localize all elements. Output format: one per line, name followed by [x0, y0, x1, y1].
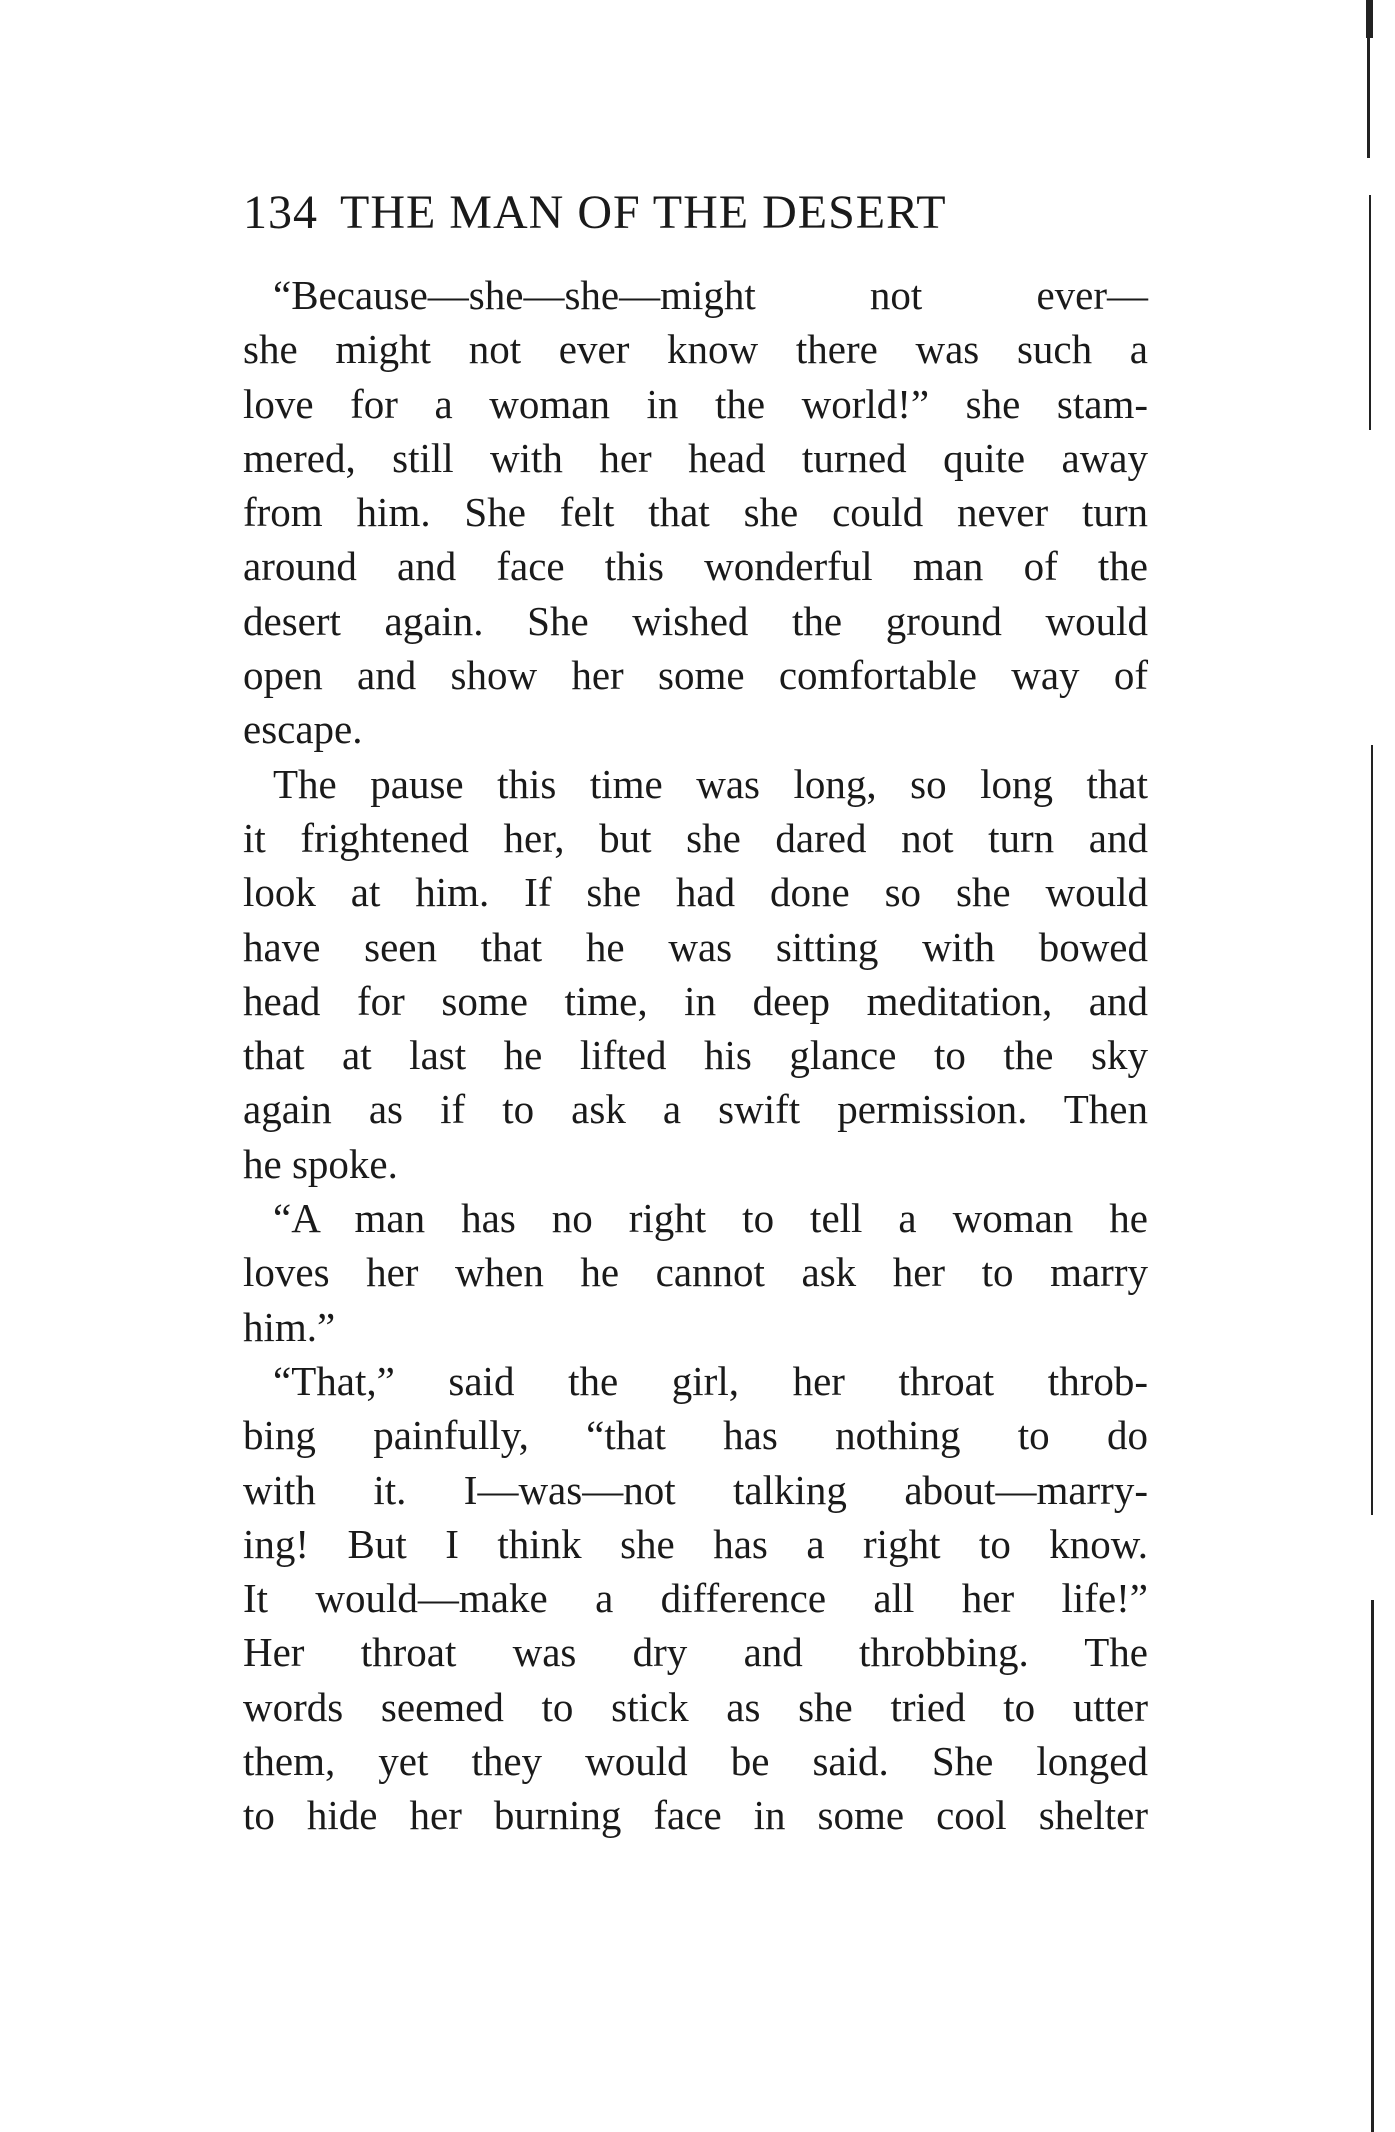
page-number: 134	[243, 186, 318, 239]
text-line: bing painfully, “that has nothing to do	[243, 1412, 1148, 1459]
text-line: she might not ever know there was such a	[243, 326, 1148, 373]
text-line: again as if to ask a swift permission. Then	[243, 1086, 1148, 1133]
running-header	[243, 185, 947, 240]
text-line: with it. I—was—not talking about—marry-	[243, 1466, 1148, 1513]
text-line: loves her when he cannot ask her to marry	[243, 1249, 1148, 1296]
text-line: “That,” said the girl, her throat throb-	[273, 1357, 1148, 1404]
text-line: mered, still with her head turned quite away	[243, 434, 1148, 481]
page-edge-upper	[1367, 38, 1370, 158]
body-text	[243, 268, 1148, 1843]
text-line: that at last he lifted his glance to the sky	[243, 1032, 1148, 1079]
text-line: “Because—she—she—might not ever—	[273, 272, 1148, 318]
text-line: desert again. She wished the ground would	[243, 597, 1148, 644]
text-line: Her throat was dry and throbbing. The	[243, 1629, 1148, 1676]
text-line: them, yet they would be said. She longed	[243, 1738, 1148, 1785]
running-title: THE MAN OF THE DESERT	[340, 186, 947, 239]
text-line: It would—make a difference all her life!”	[243, 1575, 1148, 1622]
text-line: The pause this time was long, so long that	[273, 760, 1148, 807]
text-line: “A man has no right to tell a woman he	[273, 1195, 1148, 1242]
text-line: head for some time, in deep meditation, and	[243, 977, 1148, 1024]
text-line: it frightened her, but she dared not turn and	[243, 814, 1148, 861]
text-line: escape.	[243, 706, 363, 753]
page-edge-bottom	[1371, 1600, 1374, 2132]
text-line: around and face this wonderful man of the	[243, 543, 1148, 590]
page-edge-lower	[1371, 745, 1373, 1515]
text-line: ing! But I think she has a right to know.	[243, 1520, 1148, 1567]
text-line: have seen that he was sitting with bowed	[243, 923, 1148, 970]
text-line: look at him. If she had done so she would	[243, 869, 1148, 916]
text-line: words seemed to stick as she tried to utter	[243, 1683, 1148, 1730]
text-line: from him. She felt that she could never turn	[243, 489, 1148, 536]
text-line: he spoke.	[243, 1140, 398, 1187]
text-line: to hide her burning face in some cool shelter	[243, 1792, 1148, 1839]
text-line: love for a woman in the world!” she stam-	[243, 380, 1148, 427]
text-line: open and show her some comfortable way of	[243, 652, 1148, 699]
text-line: him.”	[243, 1303, 336, 1350]
page-edge-middle	[1369, 195, 1371, 430]
page-edge-top	[1366, 0, 1373, 38]
